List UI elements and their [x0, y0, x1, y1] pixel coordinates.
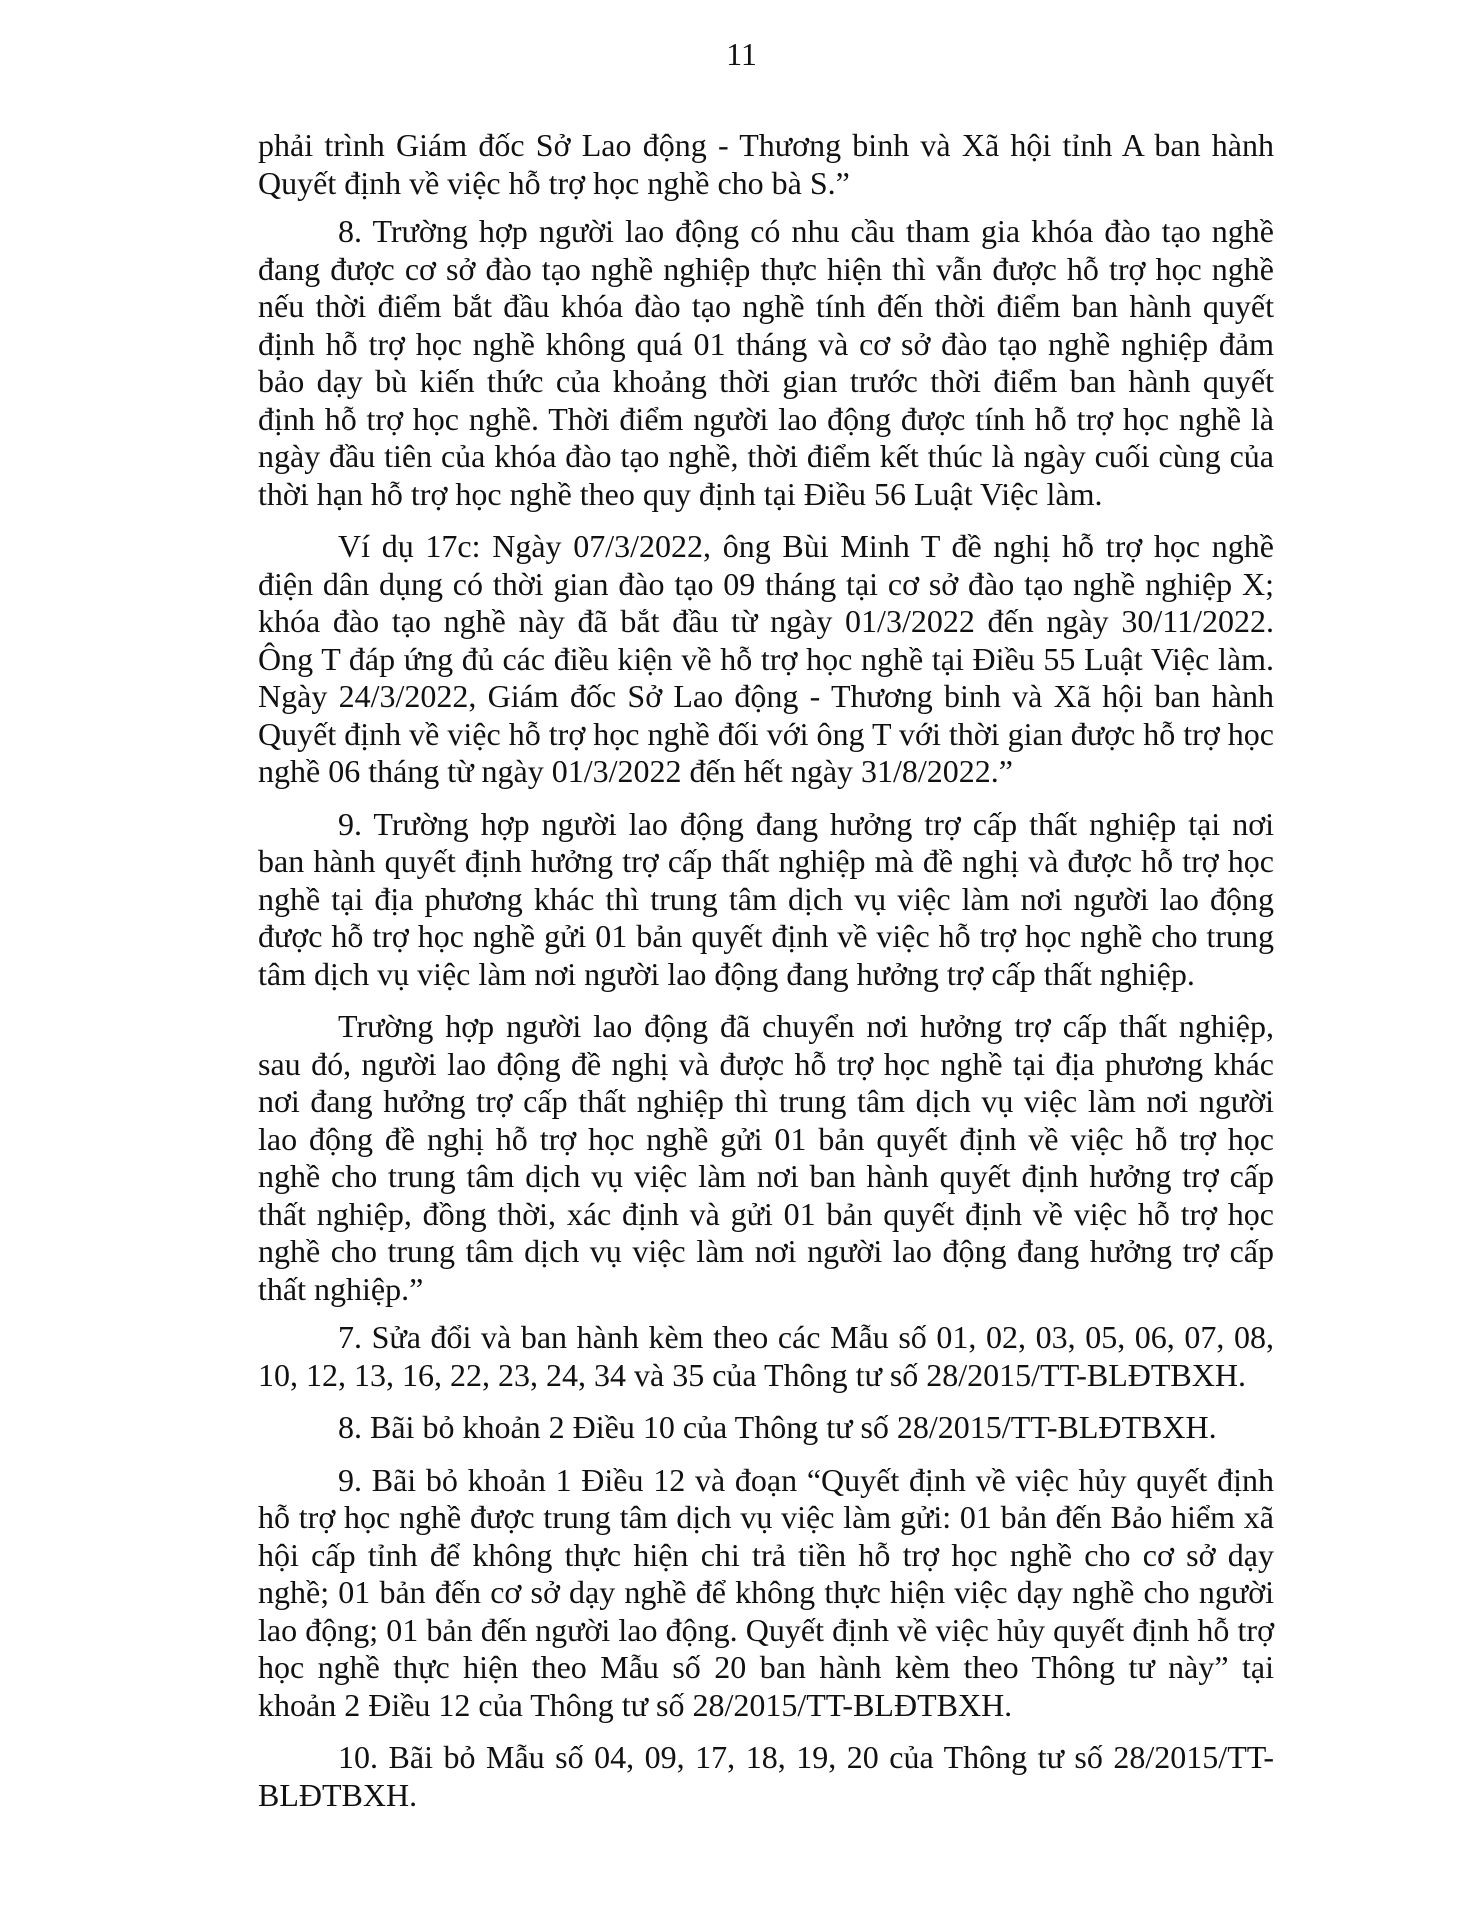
- paragraph-transfer-case: Trường hợp người lao động đã chuyển nơi hưởng trợ cấp thất nghiệp, sau đó, người lao động đề nghị và được hỗ trợ học nghề tại địa phương khác nơi đang hưởng trợ cấp thất nghiệp thì trung tâm dịch vụ việc làm nơi người lao động đề nghị hỗ trợ học nghề gửi 01 bản quyết định về việc hỗ trợ học nghề cho trung tâm dịch vụ việc làm nơi ban hành quyết định hưởng trợ cấp thất nghiệp, đồng thời, xác định và gửi 01 bản quyết định về việc hỗ trợ học nghề cho trung tâm dịch vụ việc làm nơi người lao động đang hưởng trợ cấp thất nghiệp.”: [258, 1008, 1274, 1307]
- paragraph-clause-9: 9. Trường hợp người lao động đang hưởng trợ cấp thất nghiệp tại nơi ban hành quyết định hưởng trợ cấp thất nghiệp mà đề nghị và được hỗ trợ học nghề tại địa phương khác thì trung tâm dịch vụ việc làm nơi người lao động được hỗ trợ học nghề gửi 01 bản quyết định về việc hỗ trợ học nghề cho trung tâm dịch vụ việc làm nơi người lao động đang hưởng trợ cấp thất nghiệp.: [258, 805, 1274, 992]
- page-number: 11: [726, 36, 757, 72]
- paragraph-item-9: 9. Bãi bỏ khoản 1 Điều 12 và đoạn “Quyết định về việc hủy quyết định hỗ trợ học nghề được trung tâm dịch vụ việc làm gửi: 01 bản đến Bảo hiểm xã hội cấp tỉnh để không thực hiện chi trả tiền hỗ trợ học nghề cho cơ sở dạy nghề; 01 bản đến cơ sở dạy nghề để không thực hiện việc dạy nghề cho người lao động; 01 bản đến người lao động. Quyết định về việc hủy quyết định hỗ trợ học nghề thực hiện theo Mẫu số 20 ban hành kèm theo Thông tư này” tại khoản 2 Điều 12 của Thông tư số 28/2015/TT-BLĐTBXH.: [258, 1461, 1274, 1723]
- paragraph-item-7: 7. Sửa đổi và ban hành kèm theo các Mẫu số 01, 02, 03, 05, 06, 07, 08, 10, 12, 13, 16, 22, 23, 24, 34 và 35 của Thông tư số 28/2015/TT-BLĐTBXH.: [258, 1319, 1274, 1393]
- paragraph-continuation: phải trình Giám đốc Sở Lao động - Thương binh và Xã hội tỉnh A ban hành Quyết định về việc hỗ trợ học nghề cho bà S.”: [258, 127, 1274, 201]
- document-body: [258, 127, 1274, 1814]
- paragraph-example-17c: Ví dụ 17c: Ngày 07/3/2022, ông Bùi Minh T đề nghị hỗ trợ học nghề điện dân dụng có thời gian đào tạo 09 tháng tại cơ sở đào tạo nghề nghiệp X; khóa đào tạo nghề này đã bắt đầu từ ngày 01/3/2022 đến ngày 30/11/2022. Ông T đáp ứng đủ các điều kiện về hỗ trợ học nghề tại Điều 55 Luật Việc làm. Ngày 24/3/2022, Giám đốc Sở Lao động - Thương binh và Xã hội ban hành Quyết định về việc hỗ trợ học nghề đối với ông T với thời gian được hỗ trợ học nghề 06 tháng từ ngày 01/3/2022 đến hết ngày 31/8/2022.”: [258, 528, 1274, 789]
- paragraph-item-8: 8. Bãi bỏ khoản 2 Điều 10 của Thông tư số 28/2015/TT-BLĐTBXH.: [338, 1409, 1217, 1445]
- paragraph-item-10: 10. Bãi bỏ Mẫu số 04, 09, 17, 18, 19, 20 của Thông tư số 28/2015/TT-BLĐTBXH.: [258, 1739, 1274, 1813]
- paragraph-clause-8: 8. Trường hợp người lao động có nhu cầu tham gia khóa đào tạo nghề đang được cơ sở đào tạo nghề nghiệp thực hiện thì vẫn được hỗ trợ học nghề nếu thời điểm bắt đầu khóa đào tạo nghề tính đến thời điểm ban hành quyết định hỗ trợ học nghề không quá 01 tháng và cơ sở đào tạo nghề nghiệp đảm bảo dạy bù kiến thức của khoảng thời gian trước thời điểm ban hành quyết định hỗ trợ học nghề. Thời điểm người lao động được tính hỗ trợ học nghề là ngày đầu tiên của khóa đào tạo nghề, thời điểm kết thúc là ngày cuối cùng của thời hạn hỗ trợ học nghề theo quy định tại Điều 56 Luật Việc làm.: [258, 213, 1274, 512]
